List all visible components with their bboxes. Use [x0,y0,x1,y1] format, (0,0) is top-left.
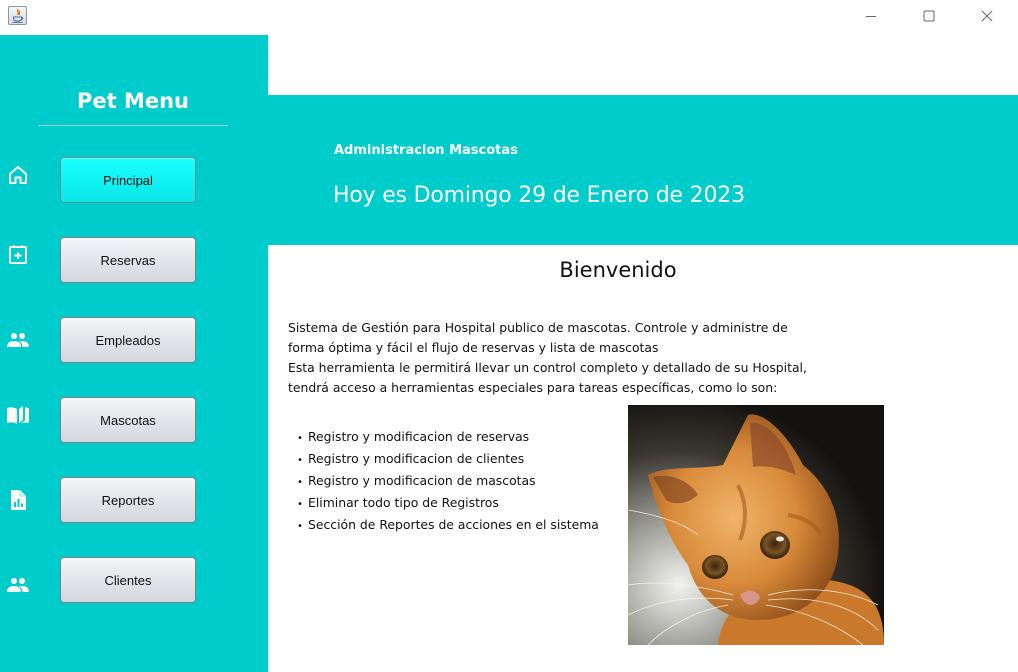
sidebar-item-label: Principal [103,172,153,188]
book-icon [6,403,30,427]
feature-item: • Eliminar todo tipo de Registros [297,493,599,515]
people-icon [6,573,30,597]
sidebar [0,35,268,672]
title-bar [0,0,1018,35]
close-button[interactable] [964,0,1010,32]
sidebar-item-empleados[interactable] [60,317,196,363]
feature-item: • Sección de Reportes de acciones en el sistema [297,515,599,537]
sidebar-divider [38,125,228,126]
sidebar-item-label: Reservas [100,252,156,268]
feature-item: • Registro y modificacion de reservas [297,427,599,449]
minimize-button[interactable] [848,0,894,32]
calendar-add-icon [6,242,30,266]
sidebar-item-clientes[interactable] [60,557,196,603]
sidebar-item-label: Reportes [101,492,155,508]
feature-list [297,427,599,537]
minimize-icon [865,10,877,22]
intro-line: forma óptima y fácil el flujo de reservas y lista de mascotas [288,340,659,355]
maximize-icon [923,10,935,22]
sidebar-item-label: Empleados [95,332,161,348]
close-icon [981,10,993,22]
current-date-label: Hoy es Domingo 29 de Enero de 2023 [333,183,745,208]
java-app-icon[interactable] [8,6,27,25]
report-chart-icon [6,488,30,512]
header-banner [268,95,1018,245]
sidebar-item-mascotas[interactable] [60,397,196,443]
feature-item: • Registro y modificacion de mascotas [297,471,599,493]
sidebar-item-reservas[interactable] [60,237,196,283]
sidebar-item-principal[interactable] [60,157,196,203]
kitten-photo [628,405,884,645]
home-icon [6,163,30,187]
sidebar-item-label: Clientes [104,572,152,588]
sidebar-item-label: Mascotas [100,412,156,428]
sidebar-item-reportes[interactable] [60,477,196,523]
intro-line: Sistema de Gestión para Hospital publico de mascotas. Controle y administre de [288,320,788,335]
intro-line: Esta herramienta le permitirá llevar un control completo y detallado de su Hospital, [288,360,807,375]
header-subtitle: Administracion Mascotas [334,143,518,158]
page-title: Bienvenido [559,258,677,282]
people-icon [6,328,30,352]
maximize-button[interactable] [906,0,952,32]
intro-line: tendrá acceso a herramientas especiales para tareas específicas, como lo son: [288,380,778,395]
sidebar-title: Pet Menu [76,89,190,113]
feature-item: • Registro y modificacion de clientes [297,449,599,471]
intro-text [288,318,828,398]
